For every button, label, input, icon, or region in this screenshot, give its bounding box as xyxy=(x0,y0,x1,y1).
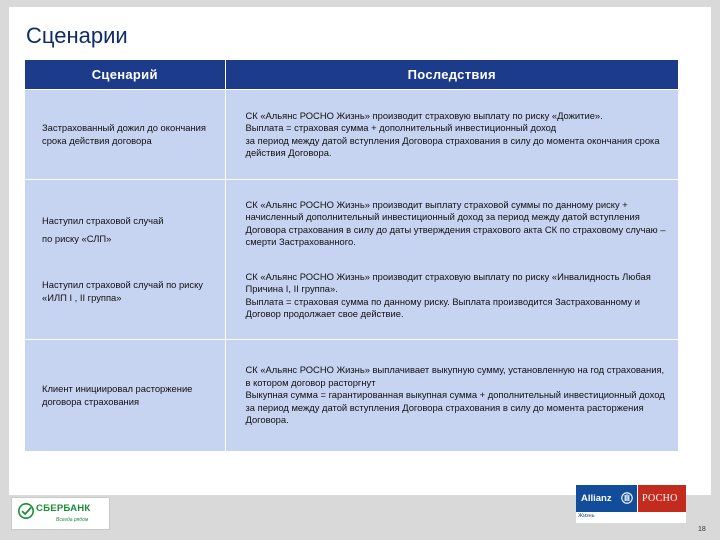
table-header-row xyxy=(25,60,678,90)
consequence-cell xyxy=(225,180,678,340)
header-consequences: Последствия xyxy=(225,60,678,90)
consequence-cell xyxy=(225,340,678,452)
scenario-text: Клиент инициировал расторжение договора страхования xyxy=(42,383,193,407)
zhizn-label: Жизнь xyxy=(578,513,595,519)
consequence-text: СК «Альянс РОСНО Жизнь» производит выплату страховой суммы по данному риску + начисленный дополнительный инвестиционный доход за период между датой вступления Договора страхования в силу до даты утверждения страхового акта СК по страховому случаю – смерти Застрахованного. xyxy=(245,198,666,247)
scenario-cell xyxy=(25,340,225,452)
sberbank-tagline: Всегда рядом xyxy=(56,517,89,523)
rosno-block xyxy=(638,485,686,512)
allianz-name: Allianz xyxy=(581,493,612,504)
sberbank-logo-icon xyxy=(18,503,34,519)
allianz-block xyxy=(576,485,637,512)
consequence-text: Выкупная сумма = гарантированная выкупная сумма + дополнительный инвестиционный доход за период между датой вступления Договора страхования в силу до момента расторжения Договора. xyxy=(245,389,665,426)
allianz-eagle-icon xyxy=(621,492,633,504)
scenario-text: Наступил страховой случай по риску «ИЛП I , II группа» xyxy=(42,279,203,303)
table-row xyxy=(25,180,678,340)
allianz-rosno-logo xyxy=(576,485,686,523)
consequence-text: СК «Альянс РОСНО Жизнь» производит страховую выплату по риску «Дожитие». xyxy=(245,109,603,121)
consequence-cell xyxy=(225,90,678,180)
header-scenario: Сценарий xyxy=(25,60,225,90)
scenario-text: Застрахованный дожил до окончания срока действия договора xyxy=(42,122,206,146)
scenario-cell xyxy=(25,180,225,340)
scenario-text: Наступил страховой случай xyxy=(42,215,164,226)
table-row xyxy=(25,90,678,180)
spacer xyxy=(42,245,215,279)
spacer xyxy=(246,249,669,271)
consequence-text: Выплата = страховая сумма + дополнительный инвестиционный доход xyxy=(245,122,557,133)
page-title: Сценарии xyxy=(26,23,128,48)
consequence-text: СК «Альянс РОСНО Жизнь» производит страховую выплату по риску «Инвалидность Любая Причина I, II группа». xyxy=(245,270,651,294)
consequence-text: СК «Альянс РОСНО Жизнь» выплачивает выкупную сумму, установленную на год страхования, в котором договор расторгнут xyxy=(245,364,665,388)
sberbank-logo xyxy=(11,497,110,530)
table-row xyxy=(25,340,678,452)
scenario-text: по риску «СЛП» xyxy=(42,232,112,244)
rosno-name: РОСНО xyxy=(642,493,678,504)
scenario-cell xyxy=(25,90,225,180)
consequence-text: за период между датой вступления Договора страхования в силу до момента окончания срока действия Договора. xyxy=(245,134,660,158)
sberbank-name: СБЕРБАНК xyxy=(36,503,91,514)
consequence-text: Выплата = страховая сумма по данному риску. Выплата производится Застрахованному и Договор продолжает свое действие. xyxy=(245,295,640,319)
scenarios-table xyxy=(25,60,678,451)
page-number: 18 xyxy=(698,526,706,533)
